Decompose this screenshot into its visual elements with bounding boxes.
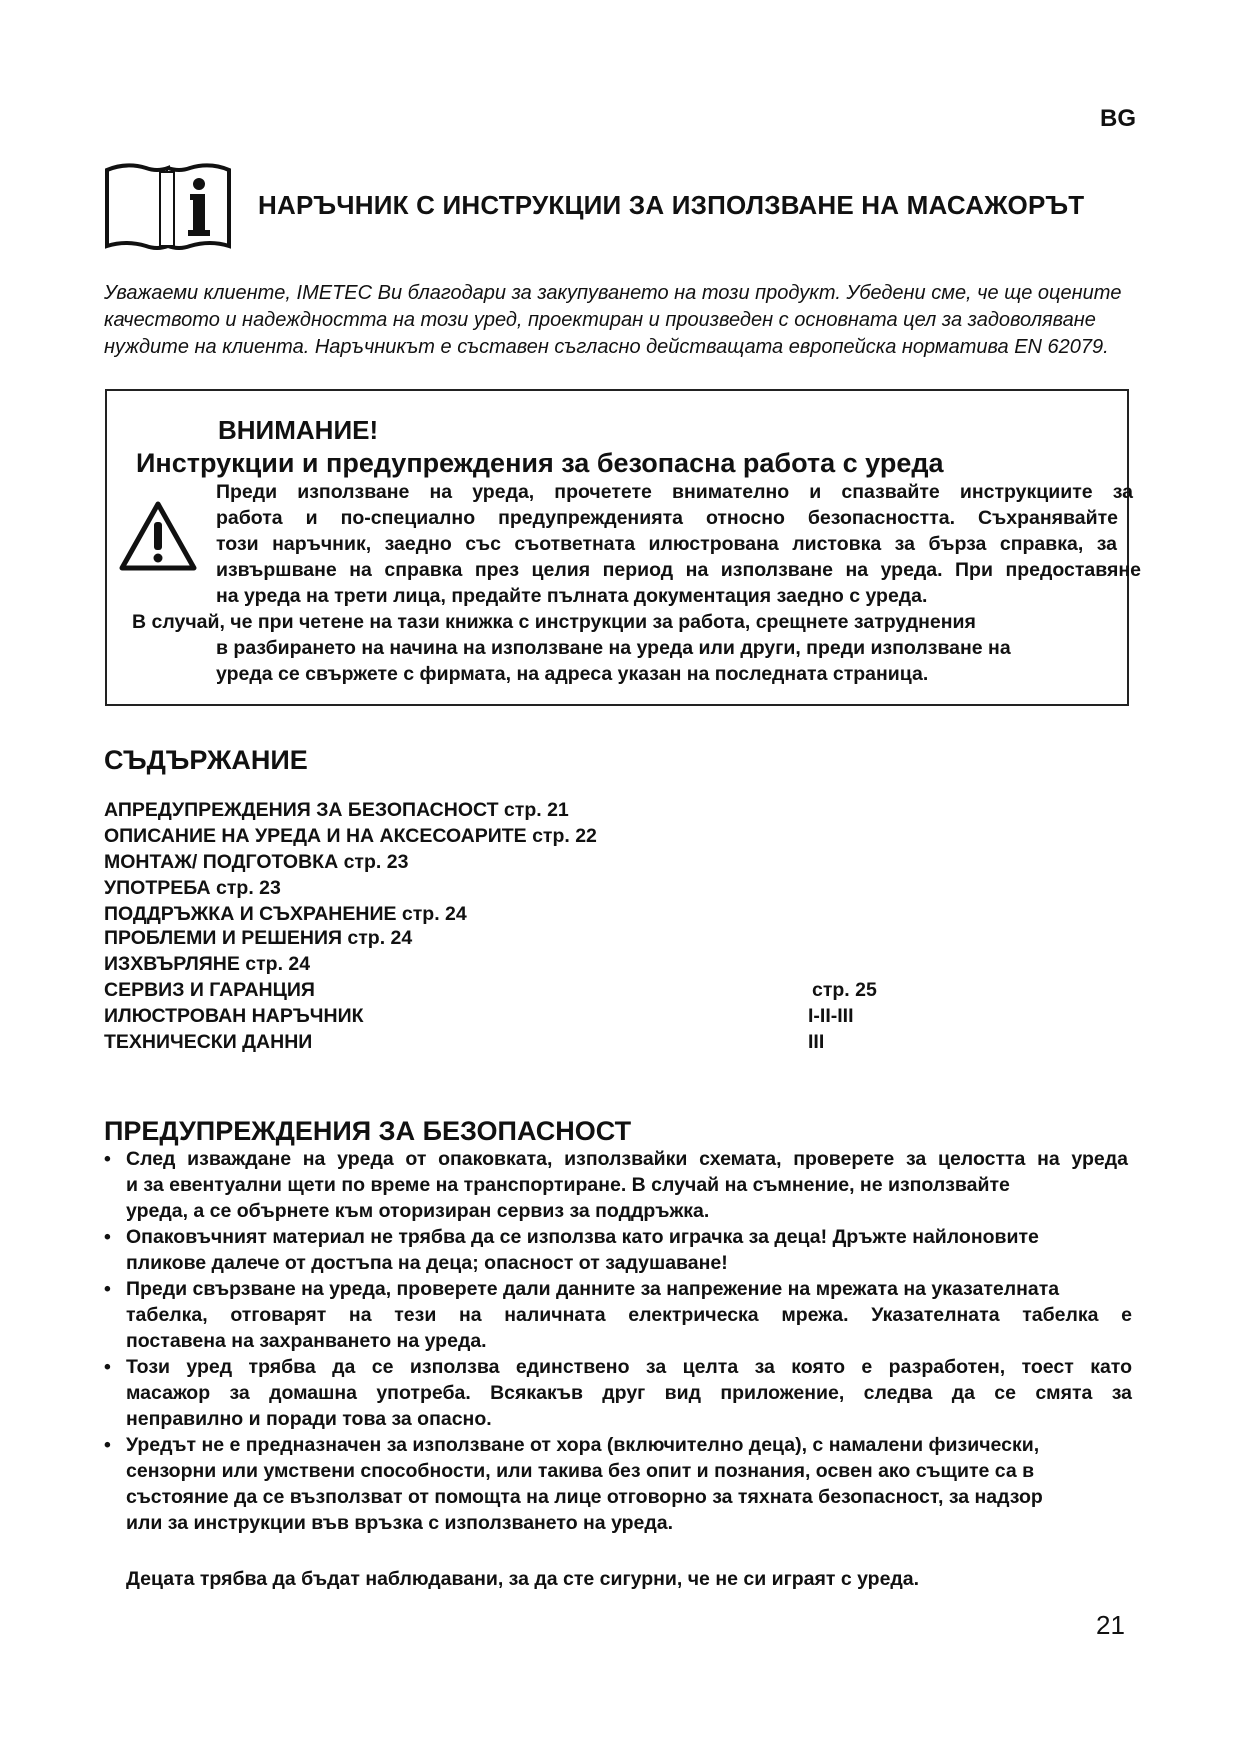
info-book-icon [104,158,232,250]
toc-item-label: ТЕХНИЧЕСКИ ДАННИ [104,1031,313,1053]
toc-item-page: I-II-III [808,1005,854,1027]
warning-triangle-icon [118,500,198,572]
bullet-marker: • [104,1226,111,1248]
warning-subheading: Инструкции и предупреждения за безопасна работа с уреда [136,448,944,478]
bullet-line: табелка, отговарят на тези на наличната електрическа мрежа. Указателната табелка е [126,1304,1132,1326]
warning-line: този наръчник, заедно със съответната илюстрована листовка за бърза справка, за [216,533,1117,555]
bullet-line: сензорни или умствени способности, или такива без опит и познания, освен ако същите са в [126,1460,1035,1482]
intro-line: качеството и надеждността на този уред, проектиран и произведен с основната цел за задоволяване [104,309,1096,331]
toc-item-page: стр. 25 [812,979,877,1001]
warning-line: В случай, че при четене на тази книжка с инструкции за работа, срещнете затруднения [132,611,976,633]
closing-note: Децата трябва да бъдат наблюдавани, за да сте сигурни, че не си играят с уреда. [126,1568,920,1590]
bullet-line: или за инструкции във връзка с използването на уреда. [126,1512,674,1534]
bullet-line: състояние да се възползват от помощта на лице отговорно за тяхната безопасност, за надзор [126,1486,1043,1508]
page-title: НАРЪЧНИК С ИНСТРУКЦИИ ЗА ИЗПОЛЗВАНЕ НА МАСАЖОРЪТ [258,190,1085,220]
toc-item: АПРЕДУПРЕЖДЕНИЯ ЗА БЕЗОПАСНОСТ стр. 21 [104,799,569,821]
bullet-line: поставена на захранването на уреда. [126,1330,487,1352]
warning-line: на уреда на трети лица, предайте пълната документация заедно с уреда. [216,585,928,607]
toc-item: ПОДДРЪЖКА И СЪХРАНЕНИЕ стр. 24 [104,903,467,925]
bullet-line: и за евентуални щети по време на транспортиране. В случай на съмнение, не използвайте [126,1174,1010,1196]
bullet-marker: • [104,1278,111,1300]
bullet-line: уреда, а се обърнете към оторизиран сервиз за поддръжка. [126,1200,710,1222]
warning-heading: ВНИМАНИЕ! [218,415,379,445]
bullet-marker: • [104,1148,111,1170]
bullet-line: Опаковъчният материал не трябва да се използва като играчка за деца! Дръжте найлоновите [126,1226,1039,1248]
toc-item-page: III [808,1031,825,1053]
intro-line: Уважаеми клиенте, IMETEC Ви благодари за закупуването на този продукт. Убедени сме, че ще оцените [104,282,1122,304]
warning-line: работа и по-специално предупрежденията относно безопасността. Съхранявайте [216,507,1118,529]
toc-item: ОПИСАНИЕ НА УРЕДА И НА АКСЕСОАРИТЕ стр. 22 [104,825,597,847]
toc-item-label: СЕРВИЗ И ГАРАНЦИЯ [104,979,315,1001]
warning-line: извършване на справка през целия период на използване на уреда. При предоставяне [216,559,1141,581]
bullet-marker: • [104,1356,111,1378]
toc-item-label: ИЛЮСТРОВАН НАРЪЧНИК [104,1005,364,1027]
warning-line: уреда се свържете с фирмата, на адреса указан на последната страница. [216,663,929,685]
toc-item: УПОТРЕБА стр. 23 [104,877,281,899]
language-code: BG [1100,105,1136,132]
toc-item: ПРОБЛЕМИ И РЕШЕНИЯ стр. 24 [104,927,413,949]
bullet-line: Преди свързване на уреда, проверете дали данните за напрежение на мрежата на указателната [126,1278,1060,1300]
toc-item: ИЗХВЪРЛЯНЕ стр. 24 [104,953,311,975]
intro-line: нуждите на клиента. Наръчникът е съставен съгласно действащата европейска норматива EN 62079. [104,336,1109,358]
toc-heading: СЪДЪРЖАНИЕ [104,745,308,775]
bullet-line: След изваждане на уреда от опаковката, използвайки схемата, проверете за целостта на уреда [126,1148,1128,1170]
page-number: 21 [1096,1610,1125,1640]
bullet-line: Този уред трябва да се използва единствено за целта за която е разработен, тоест като [126,1356,1132,1378]
bullet-line: неправилно и поради това за опасно. [126,1408,492,1430]
warning-line: в разбирането на начина на използване на уреда или други, преди използване на [216,637,1011,659]
bullet-line: пликове далече от достъпа на деца; опасност от задушаване! [126,1252,728,1274]
warning-line: Преди използване на уреда, прочетете внимателно и спазвайте инструкциите за [216,481,1133,503]
safety-heading: ПРЕДУПРЕЖДЕНИЯ ЗА БЕЗОПАСНОСТ [104,1116,632,1146]
toc-item: МОНТАЖ/ ПОДГОТОВКА стр. 23 [104,851,409,873]
intro-text [104,280,1194,361]
bullet-marker: • [104,1434,111,1456]
bullet-line: масажор за домашна употреба. Всякакъв друг вид приложение, следва да се смята за [126,1382,1132,1404]
bullet-line: Уредът не е предназначен за използване от хора (включително деца), с намалени физически, [126,1434,1040,1456]
